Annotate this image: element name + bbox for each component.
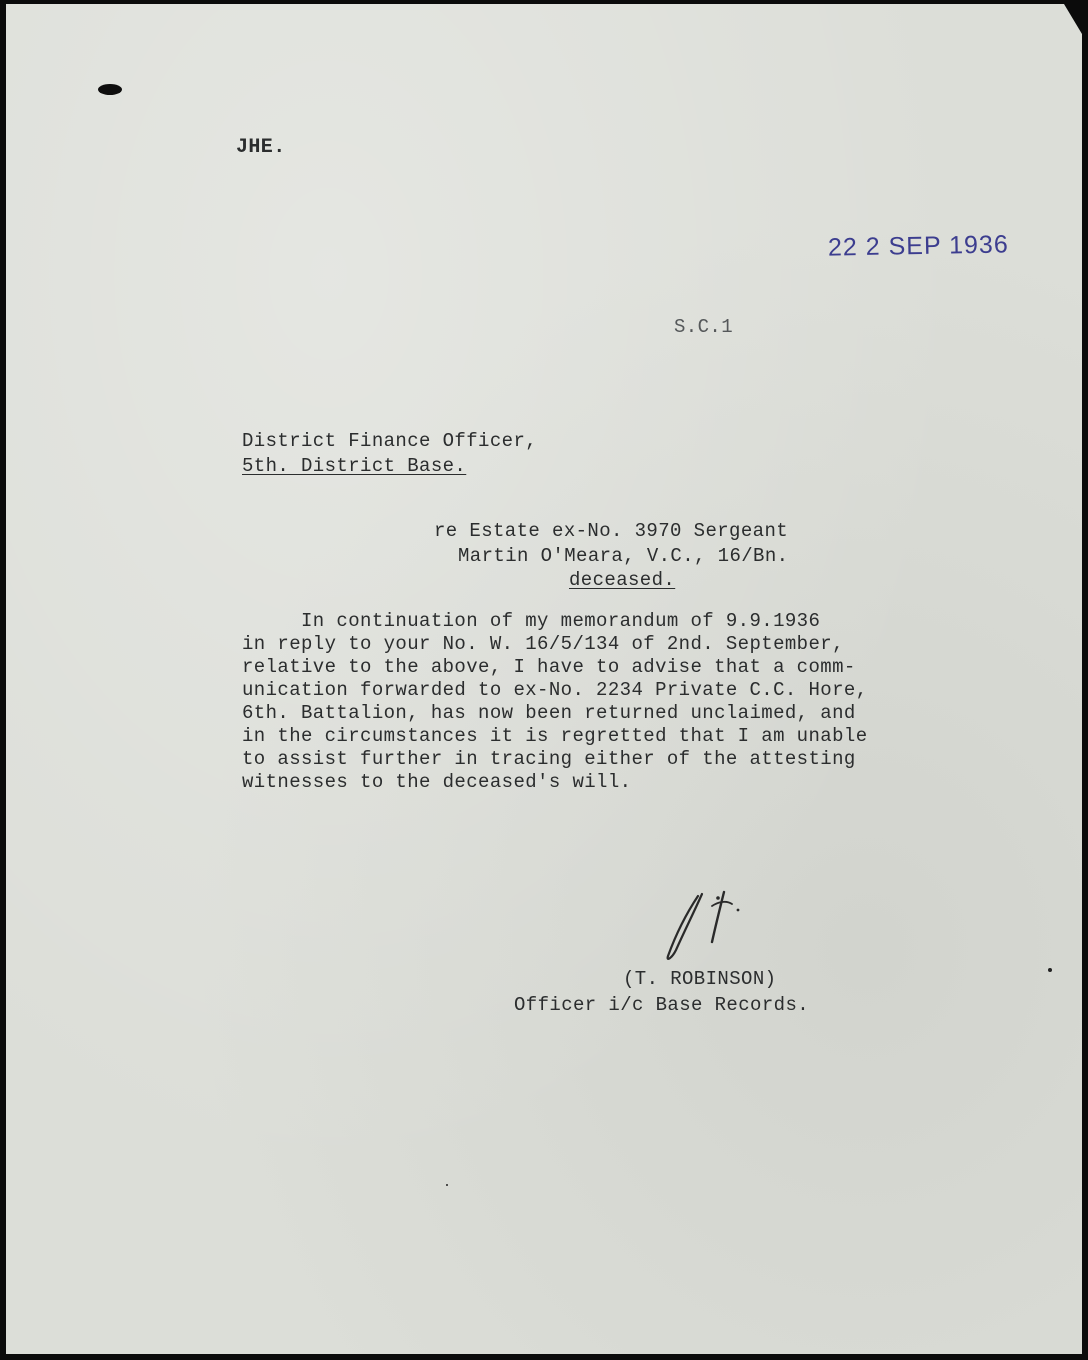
body-line: In continuation of my memorandum of 9.9.1936 <box>242 610 821 632</box>
signatory-name: (T. ROBINSON) <box>623 968 777 990</box>
handwritten-signature <box>646 884 766 974</box>
punch-hole-mark <box>98 84 122 95</box>
recipient-title: District Finance Officer, <box>242 430 538 452</box>
body-line: unication forwarded to ex-No. 2234 Private C.C. Hore, <box>242 679 868 701</box>
typist-initials: JHE. <box>236 136 286 159</box>
body-line: in reply to your No. W. 16/5/134 of 2nd. September, <box>242 633 844 655</box>
subject-line-3: deceased. <box>569 569 676 591</box>
file-reference: S.C.1 <box>674 316 734 338</box>
body-line: witnesses to the deceased's will. <box>242 771 632 793</box>
body-line: to assist further in tracing either of the attesting <box>242 748 856 770</box>
paper-speck <box>1048 968 1052 972</box>
paper-speck <box>446 1184 448 1186</box>
body-line: relative to the above, I have to advise that a comm- <box>242 656 856 678</box>
letter-page <box>6 4 1082 1354</box>
date-stamp: 22 2 SEP 1936 <box>827 230 1009 262</box>
recipient-location: 5th. District Base. <box>242 455 467 477</box>
body-line: 6th. Battalion, has now been returned unclaimed, and <box>242 702 856 724</box>
body-line: in the circumstances it is regretted that I am unable <box>242 725 868 747</box>
signatory-title: Officer i/c Base Records. <box>514 994 810 1016</box>
subject-line-1: re Estate ex-No. 3970 Sergeant <box>434 520 789 542</box>
page-corner <box>1064 4 1082 34</box>
subject-line-2: Martin O'Meara, V.C., 16/Bn. <box>458 545 789 567</box>
